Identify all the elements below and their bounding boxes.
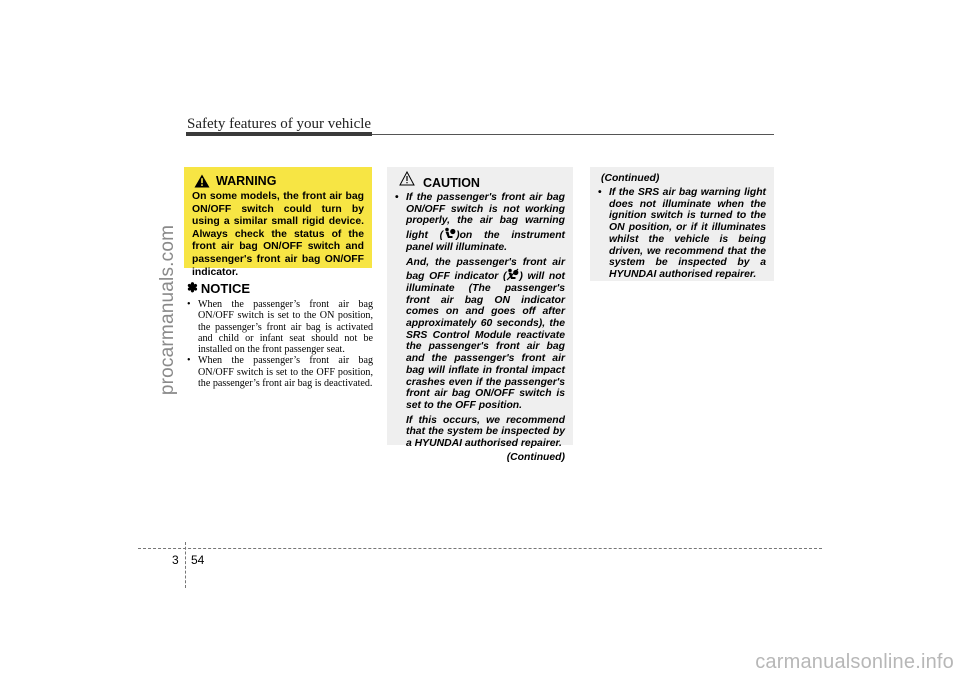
caution-header [399, 173, 565, 190]
header-bar [186, 132, 372, 136]
section-title: Safety features of your vehicle [187, 116, 372, 132]
caution-box [387, 167, 573, 463]
footer-vertical-divider [185, 542, 186, 588]
footer-divider [138, 548, 822, 549]
caution-text: If the passenger's front air bag ON/OFF switch is not working properly, the air bag warning light ( [406, 192, 565, 242]
bottom-watermark: carmanualsonline.info [755, 651, 954, 673]
airbag-off-indicator-icon [506, 268, 519, 281]
caution-paragraph [395, 257, 565, 412]
warning-header [194, 174, 364, 188]
notice-item: • When the passenger’s front air bag ON/OFF switch is set to the OFF position, the passenger’s front air bag is deactivated. [187, 355, 373, 389]
caution-title: CAUTION [423, 176, 480, 190]
chapter-number: 3 [172, 553, 179, 567]
caution-triangle-icon [399, 171, 415, 186]
notice-title: NOTICE [200, 280, 251, 296]
side-watermark-text: procarmanuals.com [157, 224, 178, 396]
airbag-warning-light-icon [443, 227, 456, 240]
notice-mark-icon: ✽ [187, 280, 198, 295]
caution-paragraph [395, 192, 565, 254]
header-rule [372, 134, 774, 135]
warning-triangle-icon [194, 174, 210, 188]
continued-label: (Continued) [506, 451, 565, 463]
notice-section [187, 280, 373, 389]
caution-text: And, the passenger's front air bag OFF indicator ( [406, 256, 565, 283]
warning-box [184, 167, 372, 278]
caution-text: ) will not illuminate (The passenger's front air bag ON indicator comes on and goes off after approximately 60 seconds), the SRS Control Module reactivate the passenger's front air bag and the passenger's front air bag will inflate in frontal impact crashes even if the passenger's front air bag ON/OFF switch is set to the OFF position. [406, 271, 565, 411]
warning-text: On some models, the front air bag ON/OFF switch could turn by using a similar small rigid device. Always check the status of the front air bag ON/OFF switch and passenger's front air bag ON/OFF indicator. [192, 191, 364, 278]
continuation-body [598, 187, 766, 281]
caution-paragraph: If this occurs, we recommend that the system be inspected by a HYUNDAI authorised repairer. [406, 414, 565, 450]
page-number: 54 [191, 553, 205, 567]
continuation-paragraph: • If the SRS air bag warning light does not illuminate when the ignition switch is turned to the ON position, or if it illuminates whilst the vehicle is being driven, we recommend that the system be inspected by a HYUNDAI authorised repairer. [598, 187, 766, 281]
notice-item: • When the passenger’s front air bag ON/OFF switch is set to the ON position, the passenger’s front air bag is activated and child or infant seat should not be installed on the front passenger seat. [187, 299, 373, 355]
continuation-box [590, 167, 774, 281]
notice-list [187, 299, 373, 389]
warning-title: WARNING [216, 174, 277, 188]
continuation-heading: (Continued) [601, 173, 660, 184]
caution-body [395, 192, 565, 463]
notice-header [187, 280, 373, 296]
caution-text: )on the instrument panel will illuminate. [406, 230, 566, 253]
